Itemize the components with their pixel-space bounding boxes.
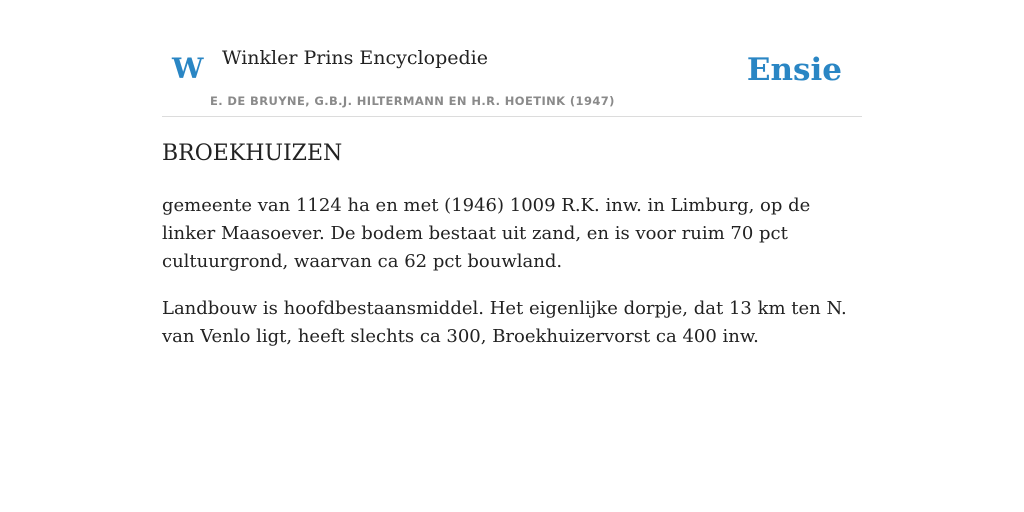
- source-title-link[interactable]: Winkler Prins Encyclopedie: [222, 47, 488, 69]
- content-column: [162, 0, 862, 347]
- article-paragraph: gemeente van 1124 ha en met (1946) 1009 R.K. inw. in Limburg, op de linker Maasoever. De bodem bestaat uit zand, en is voor ruim 70 pct cultuurgrond, waarvan ca 62 pct bouwland.: [162, 195, 811, 272]
- article-title: BROEKHUIZEN: [162, 141, 343, 166]
- ensie-logo[interactable]: Ensie: [746, 52, 842, 88]
- source-header: [162, 0, 862, 117]
- winkler-prins-logo[interactable]: W: [172, 52, 204, 85]
- article-paragraph: Landbouw is hoofdbestaansmiddel. Het eigenlijke dorpje, dat 13 km ten N. van Venlo ligt, heeft slechts ca 300, Broekhuizervorst ca 400 inw.: [162, 298, 847, 347]
- source-authors: E. DE BRUYNE, G.B.J. HILTERMANN EN H.R. HOETINK (1947): [210, 94, 615, 108]
